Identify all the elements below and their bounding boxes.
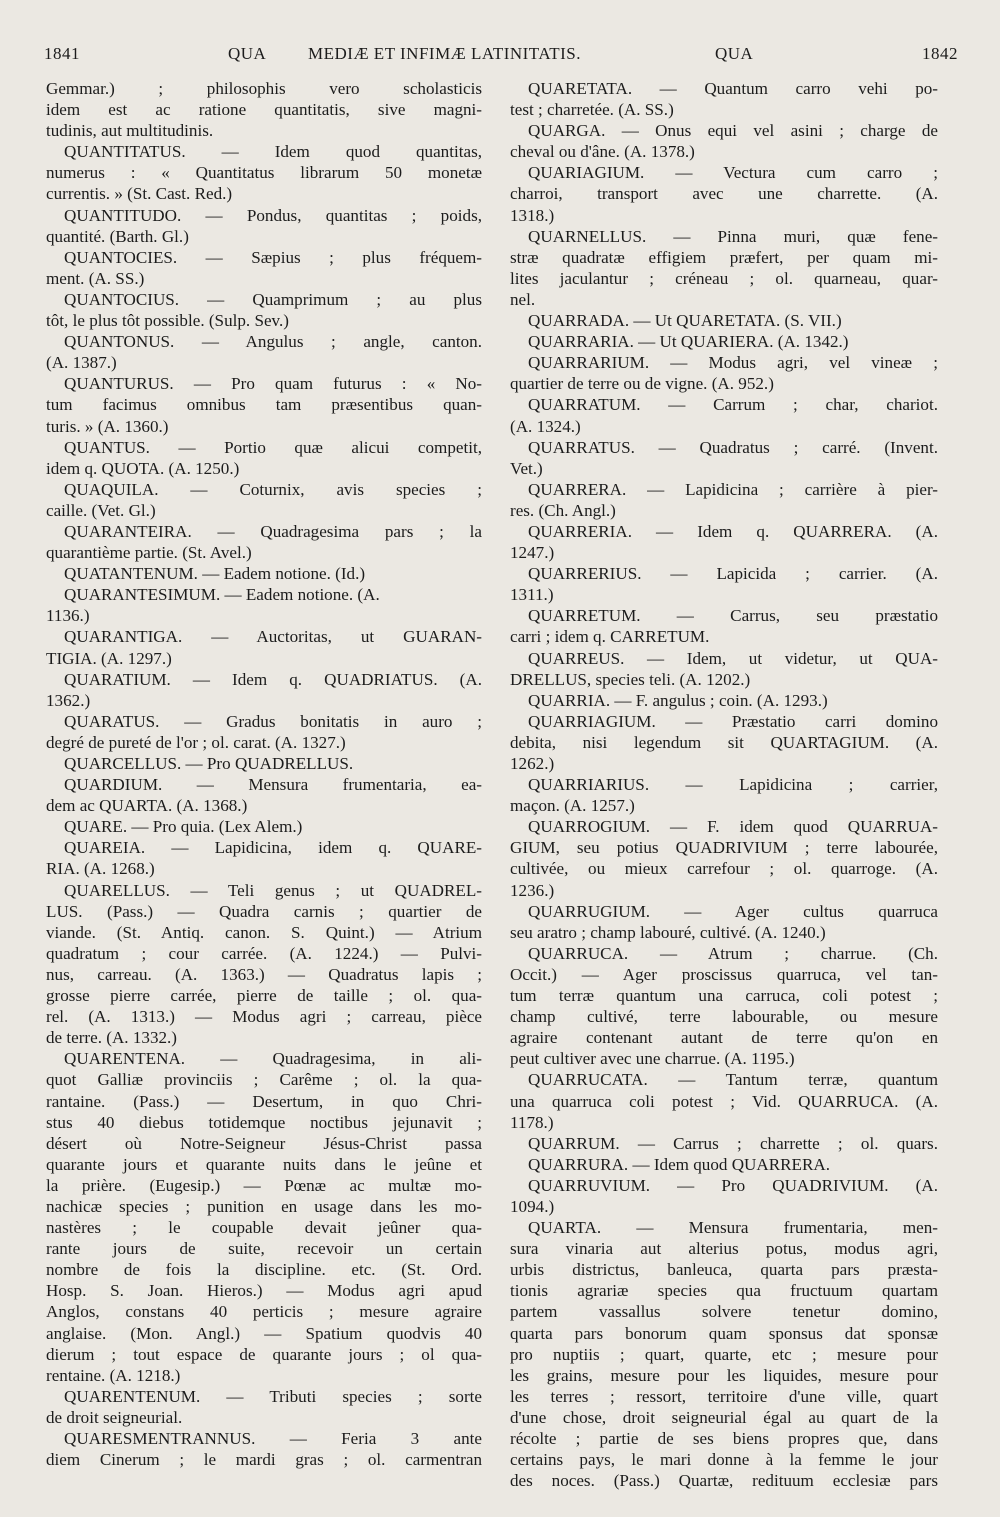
text-line: Occit.) — Ager proscissus quarruca, vel tan- xyxy=(510,964,938,984)
text-line: QUARRERIUS. — Lapicida ; carrier. (A. xyxy=(528,564,938,584)
text-line: 1311.) xyxy=(510,585,554,605)
text-line: QUARANTESIMUM. — Eadem notione. (A. xyxy=(64,585,380,605)
text-line: 1247.) xyxy=(510,543,555,563)
text-line: idem q. QUOTA. (A. 1250.) xyxy=(46,458,240,478)
text-line: TIGIA. (A. 1297.) xyxy=(46,648,172,668)
text-line: QUARENTENUM. — Tributi species ; sorte xyxy=(64,1386,482,1406)
text-line: QUARRURA. — Idem quod QUARRERA. xyxy=(528,1154,830,1174)
text-line: cultivée, ou mieux carrefour ; ol. quarroge. (A. xyxy=(510,859,938,879)
text-line: QUARRARIA. — Ut QUARIERA. (A. 1342.) xyxy=(528,332,849,352)
page-number-left: 1841 xyxy=(44,44,80,63)
text-line: Anglos, constans 40 perticis ; mesure agraire xyxy=(46,1302,482,1322)
text-line: tionis agrariæ species qua fructuum quartam xyxy=(510,1281,938,1301)
text-line: quarta pars bonorum quam sponsus dat sponsæ xyxy=(510,1323,938,1343)
left-headword: QUA xyxy=(228,44,267,63)
text-line: idem est ac ratione quantitatis, sive magni- xyxy=(46,100,482,120)
text-line: QUARIAGIUM. — Vectura cum carro ; xyxy=(528,163,938,183)
text-line: QUARRATUM. — Carrum ; char, chariot. xyxy=(528,395,938,415)
page-number-right: 1842 xyxy=(922,44,958,63)
text-line: QUARNELLUS. — Pinna muri, quæ fene- xyxy=(528,226,938,246)
text-line: QUARETATA. — Quantum carro vehi po- xyxy=(528,79,938,98)
text-line: res. (Ch. Angl.) xyxy=(510,500,616,520)
text-line: 1178.) xyxy=(510,1112,554,1132)
text-line: agraire contenant autant de terre qu'on en xyxy=(510,1028,938,1048)
text-line: 1136.) xyxy=(46,606,90,626)
text-line: d'une chose, droit seigneurial égal au quart de la xyxy=(510,1407,938,1427)
text-line: QUARRARIUM. — Modus agri, vel vineæ ; xyxy=(528,353,938,373)
text-line: QUARRUCA. — Atrum ; charrue. (Ch. xyxy=(528,943,938,963)
text-line: RIA. (A. 1268.) xyxy=(46,859,155,879)
text-line: (A. 1387.) xyxy=(46,353,117,373)
text-line: tum facimus omnibus tam præsentibus quan- xyxy=(46,395,482,415)
text-line: maçon. (A. 1257.) xyxy=(510,796,635,816)
text-line: nus, carreau. (A. 1363.) — Quadratus lapis ; xyxy=(46,964,482,984)
text-line: QUARESMENTRANNUS. — Feria 3 ante xyxy=(64,1429,482,1448)
text-line: 1236.) xyxy=(510,880,555,900)
text-line: récolte ; partie de ses biens propres que, dans xyxy=(510,1429,938,1448)
text-line: lites jaculantur ; créneau ; ol. quarneau, quar- xyxy=(510,268,938,288)
text-line: QUARGA. — Onus equi vel asini ; charge de xyxy=(528,121,938,141)
text-line: nastères ; le coupable devait jeûner qua- xyxy=(46,1218,482,1238)
text-line: Hosp. S. Joan. Hieros.) — Modus agri apud xyxy=(46,1281,482,1301)
text-line: champ cultivé, terre labourable, ou mesure xyxy=(510,1007,938,1027)
text-line: tudinis, aut multitudinis. xyxy=(46,121,214,141)
text-line: quot Galliæ provinciis ; Carême ; ol. la qua- xyxy=(46,1070,482,1090)
text-line: (A. 1324.) xyxy=(510,416,581,436)
text-line: quarante jours et quarante nuits dans le jeûne et xyxy=(46,1154,482,1174)
text-line: la prière. (Eugesip.) — Pœnæ ac multæ mo- xyxy=(46,1175,482,1195)
text-line: QUANTOCIUS. — Quamprimum ; au plus xyxy=(64,289,482,309)
text-line: QUARRUCATA. — Tantum terræ, quantum xyxy=(528,1070,938,1090)
text-line: turis. » (A. 1360.) xyxy=(46,416,169,436)
text-line: QUARRERIA. — Idem q. QUARRERA. (A. xyxy=(528,521,938,541)
text-line: des noces. (Pass.) Quartæ, redituum ecclesiæ pars xyxy=(510,1471,938,1491)
text-line: quadratum ; cour carrée. (A. 1224.) — Pulvi- xyxy=(46,943,482,963)
text-line: quarantième partie. (St. Avel.) xyxy=(46,543,252,563)
text-line: currentis. » (St. Cast. Red.) xyxy=(46,184,233,204)
text-line: QUARRUVIUM. — Pro QUADRIVIUM. (A. xyxy=(528,1175,938,1195)
text-line: rantaine. (Pass.) — Desertum, in quo Chri- xyxy=(46,1091,482,1111)
text-line: nel. xyxy=(510,289,536,309)
text-line: QUANTONUS. — Angulus ; angle, canton. xyxy=(64,332,482,352)
text-line: QUARDIUM. — Mensura frumentaria, ea- xyxy=(64,775,482,795)
text-line: QUARENTENA. — Quadragesima, in ali- xyxy=(64,1049,482,1069)
text-line: 1094.) xyxy=(510,1196,555,1216)
text-line: QUARANTEIRA. — Quadragesima pars ; la xyxy=(64,521,482,541)
right-column xyxy=(510,78,938,1491)
text-line: urbis districtus, banleuca, quarta pars præsta- xyxy=(510,1260,938,1280)
text-line: quartier de terre ou de vigne. (A. 952.) xyxy=(510,374,774,394)
text-line: tum terræ quantum una carruca, coli potest ; xyxy=(510,986,938,1006)
text-line: QUARATIUM. — Idem q. QUADRIATUS. (A. xyxy=(64,669,482,689)
text-line: debita, nisi legendum sit QUARTAGIUM. (A. xyxy=(510,732,938,752)
text-line: peut cultiver avec une charrue. (A. 1195.) xyxy=(510,1049,795,1069)
text-line: QUARRIARIUS. — Lapidicina ; carrier, xyxy=(528,775,938,795)
text-line: 1318.) xyxy=(510,205,555,225)
text-line: de terre. (A. 1332.) xyxy=(46,1028,177,1048)
text-line: 1262.) xyxy=(510,754,555,773)
text-line: QUANTOCIES. — Sæpius ; plus fréquem- xyxy=(64,247,482,267)
text-line: QUARCELLUS. — Pro QUADRELLUS. xyxy=(64,754,354,773)
text-line: LUS. (Pass.) — Quadra carnis ; quartier de xyxy=(46,901,482,921)
text-line: QUARTA. — Mensura frumentaria, men- xyxy=(528,1218,938,1238)
text-line: QUARE. — Pro quia. (Lex Alem.) xyxy=(64,817,303,837)
text-line: nombre de fois la discipline. etc. (St. Ord. xyxy=(46,1260,482,1280)
text-line: QUARANTIGA. — Auctoritas, ut GUARAN- xyxy=(64,627,482,647)
text-line: QUANTITUDO. — Pondus, quantitas ; poids, xyxy=(64,205,482,225)
text-line: degré de pureté de l'or ; ol. carat. (A. 1327.) xyxy=(46,732,346,752)
text-line: QUARRIA. — F. angulus ; coin. (A. 1293.) xyxy=(528,690,828,710)
text-line: QUARRERA. — Lapidicina ; carrière à pier- xyxy=(528,479,938,499)
text-line: numerus : « Quantitatus librarum 50 monetæ xyxy=(46,163,482,183)
running-header xyxy=(0,44,1000,74)
text-line: tôt, le plus tôt possible. (Sulp. Sev.) xyxy=(46,311,289,331)
text-line: sura vinaria aut alterius potus, modus agri, xyxy=(510,1239,938,1259)
text-line: partem vassallus solvere tenetur domino, xyxy=(510,1302,938,1322)
text-line: carri ; idem q. CARRETUM. xyxy=(510,627,710,647)
text-line: rentaine. (A. 1218.) xyxy=(46,1365,181,1385)
text-line: désert où Notre-Seigneur Jésus-Christ passa xyxy=(46,1133,482,1153)
text-line: GIUM, seu potius QUADRIVIUM ; terre labourée, xyxy=(510,838,938,858)
text-line: nachicæ species ; punition en usage dans les mo- xyxy=(46,1196,482,1216)
text-line: ment. (A. SS.) xyxy=(46,268,145,288)
text-line: QUAQUILA. — Coturnix, avis species ; xyxy=(64,479,482,499)
text-line: cheval ou d'âne. (A. 1378.) xyxy=(510,142,695,162)
text-line: QUARRUM. — Carrus ; charrette ; ol. quars. xyxy=(528,1133,938,1153)
text-line: seu aratro ; champ labouré, cultivé. (A. 1240.) xyxy=(510,922,826,942)
text-line: de droit seigneurial. xyxy=(46,1407,183,1427)
text-line: QUARELLUS. — Teli genus ; ut QUADREL- xyxy=(64,880,482,900)
left-column xyxy=(46,78,482,1470)
text-line: QUARRUGIUM. — Ager cultus quarruca xyxy=(528,901,938,921)
text-line: viande. (St. Antiq. canon. S. Quint.) — Atrium xyxy=(46,922,482,942)
text-line: anglaise. (Mon. Angl.) — Spatium quodvis 40 xyxy=(46,1323,482,1343)
text-line: Gemmar.) ; philosophis vero scholasticis xyxy=(46,79,482,98)
text-line: DRELLUS, species teli. (A. 1202.) xyxy=(510,669,751,689)
text-line: les grains, mesure pour les liquides, mesure pour xyxy=(510,1365,938,1385)
text-line: QUARRADA. — Ut QUARETATA. (S. VII.) xyxy=(528,311,842,331)
text-line: pro nuptiis ; quart, quarte, etc ; mesure pour xyxy=(510,1344,938,1364)
text-line: QUARRETUM. — Carrus, seu præstatio xyxy=(528,606,938,626)
text-line: charroi, transport avec une charrette. (A. xyxy=(510,184,938,204)
text-line: dem ac QUARTA. (A. 1368.) xyxy=(46,796,248,816)
text-line: QUARRATUS. — Quadratus ; carré. (Invent. xyxy=(528,437,938,457)
right-headword: QUA xyxy=(715,44,754,63)
text-line: certains pays, le mari donne à la femme le jour xyxy=(510,1450,938,1470)
text-line: Vet.) xyxy=(510,458,543,478)
text-line: QUARATUS. — Gradus bonitatis in auro ; xyxy=(64,711,482,731)
text-line: caille. (Vet. Gl.) xyxy=(46,500,156,520)
text-line: QUARREUS. — Idem, ut videtur, ut QUA- xyxy=(528,648,938,668)
text-line: QUATANTENUM. — Eadem notione. (Id.) xyxy=(64,564,366,584)
text-line: rante jours de suite, recevoir un certain xyxy=(46,1239,482,1259)
text-line: test ; charretée. (A. SS.) xyxy=(510,100,674,120)
text-line: les terres ; ressort, territoire d'une ville, quart xyxy=(510,1386,938,1406)
text-line: diem Cinerum ; le mardi gras ; ol. carmentran xyxy=(46,1450,482,1470)
text-line: QUARRIAGIUM. — Præstatio carri domino xyxy=(528,711,938,731)
text-line: stræ quadratæ effigiem præfert, per quam mi- xyxy=(510,247,938,267)
text-line: QUAREIA. — Lapidicina, idem q. QUARE- xyxy=(64,838,482,858)
text-line: 1362.) xyxy=(46,690,91,710)
text-line: QUARROGIUM. — F. idem quod QUARRUA- xyxy=(528,817,938,837)
text-line: stus 40 diebus totidemque noctibus jejunavit ; xyxy=(46,1112,482,1132)
text-line: quantité. (Barth. Gl.) xyxy=(46,226,189,246)
text-line: dierum ; tout espace de quarante jours ; ol qua- xyxy=(46,1344,482,1364)
text-line: una quarruca coli potest ; Vid. QUARRUCA. (A. xyxy=(510,1091,938,1111)
text-line: QUANTURUS. — Pro quam futurus : « No- xyxy=(64,374,482,394)
text-line: grosse pierre carrée, pierre de taille ; ol. qua- xyxy=(46,986,482,1006)
text-line: QUANTUS. — Portio quæ alicui competit, xyxy=(64,437,482,457)
text-line: QUANTITATUS. — Idem quod quantitas, xyxy=(64,142,482,162)
text-line: rel. (A. 1313.) — Modus agri ; carreau, pièce xyxy=(46,1007,482,1027)
page-title: MEDIÆ ET INFIMÆ LATINITATIS. xyxy=(308,44,581,63)
